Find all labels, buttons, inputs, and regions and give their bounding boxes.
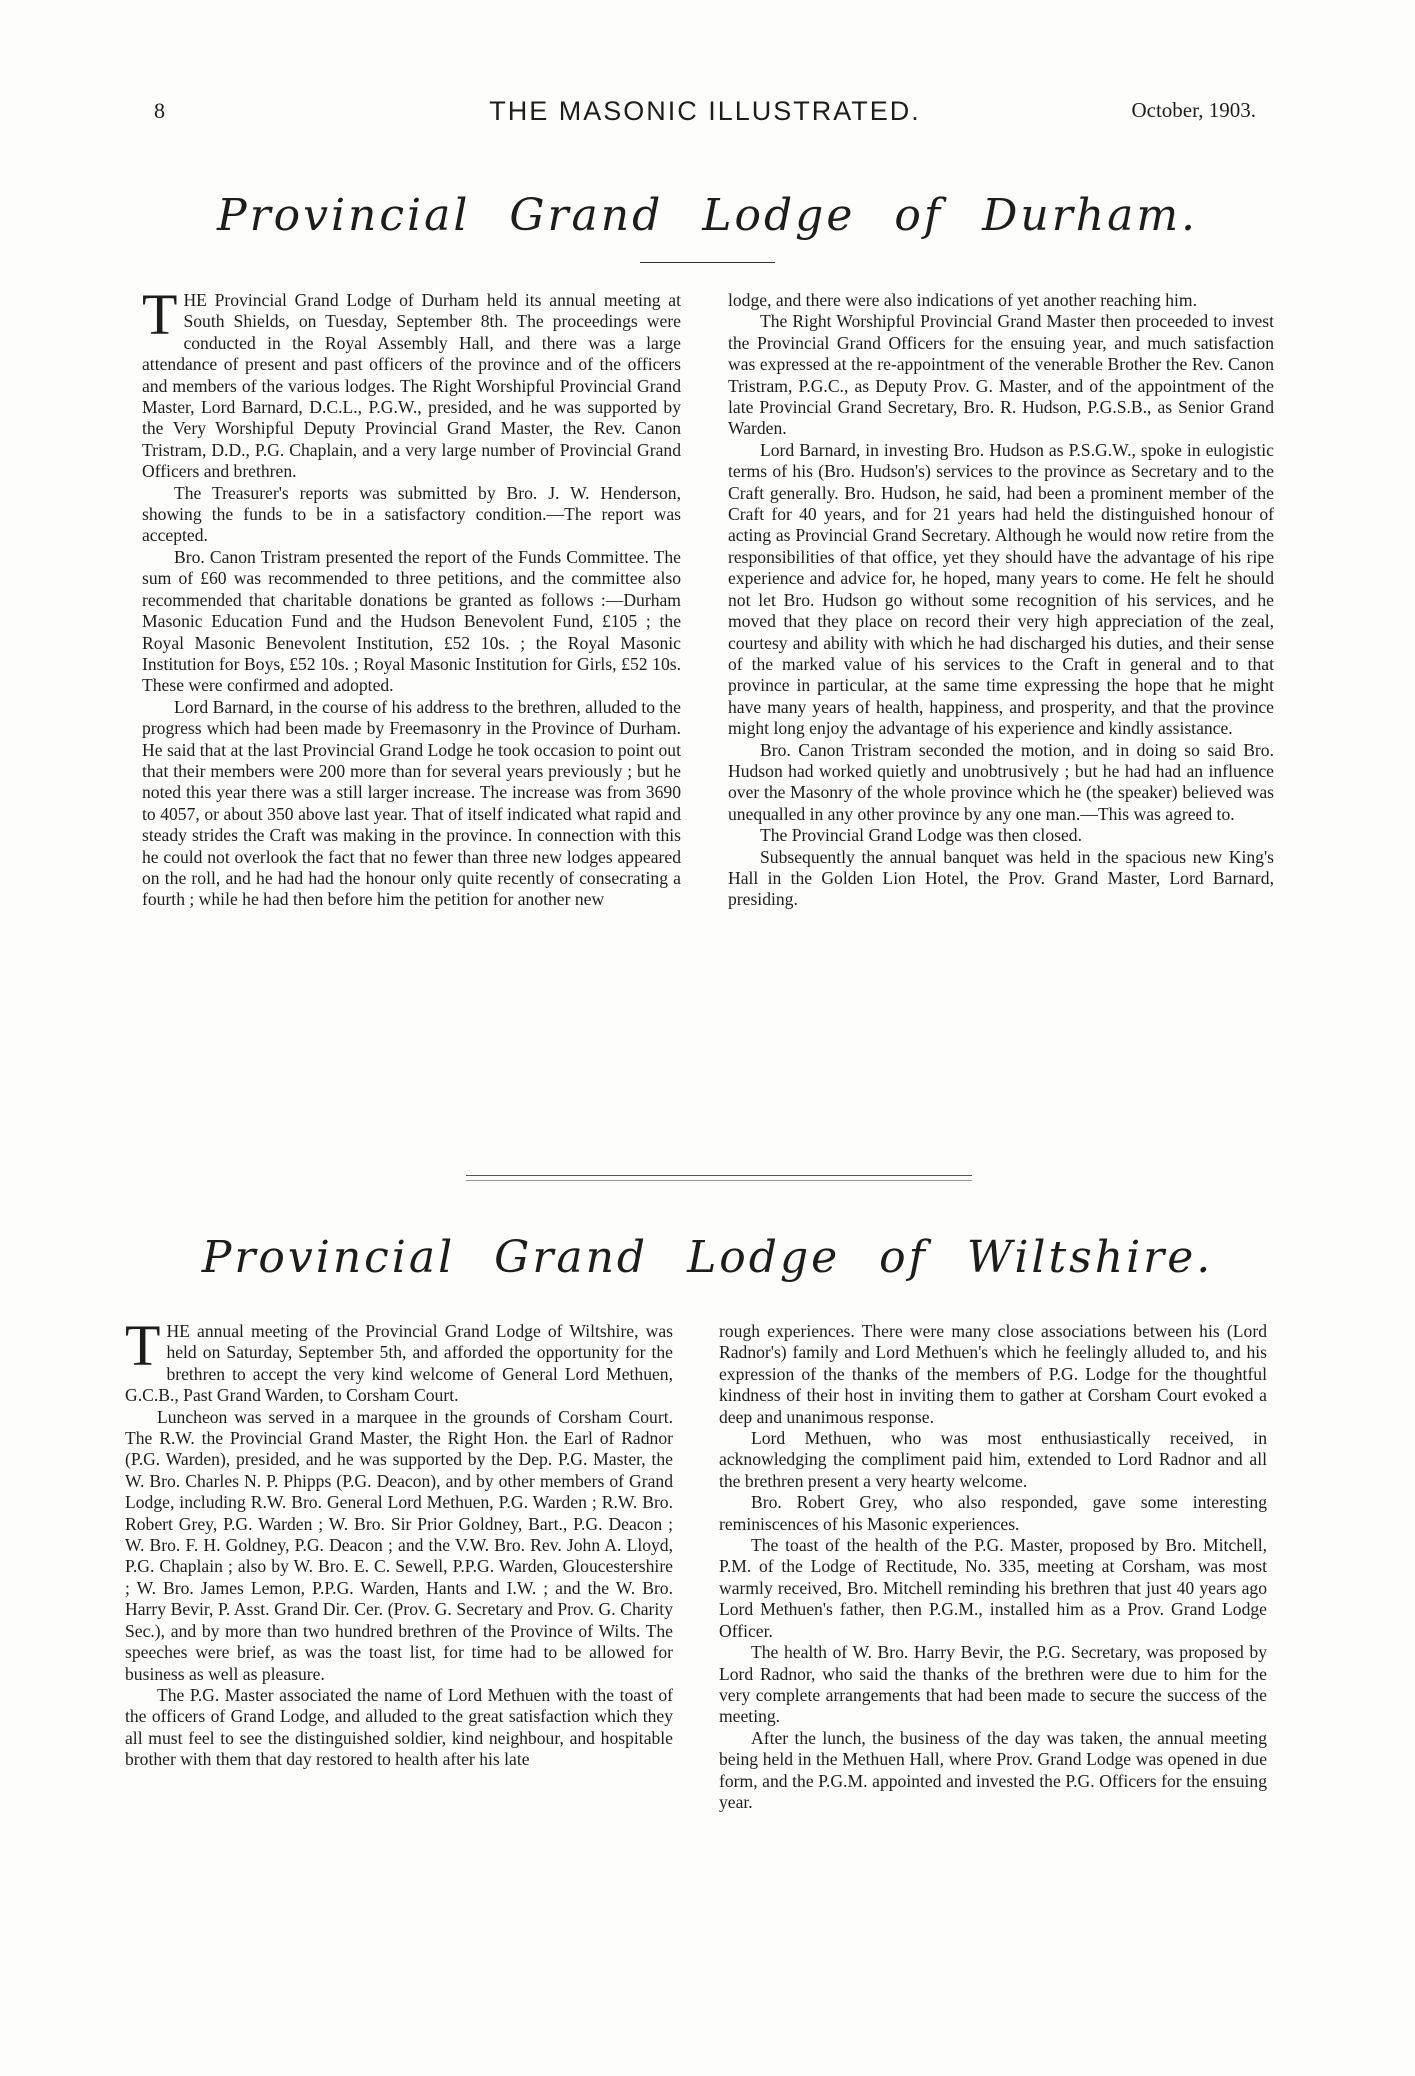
paragraph: The P.G. Master associated the name of Lord Methuen with the toast of the officers of Grand Lodge, and alluded to the great satisfaction which they all must feel to see the distinguished soldier, kind neighbour, and hospitable brother with them that day restored to health after his late [125, 1684, 673, 1770]
paragraph: THE annual meeting of the Provincial Grand Lodge of Wiltshire, was held on Saturday, September 5th, and afforded the opportunity for the brethren to accept the very kind welcome of General Lord Methuen, G.C.B., Past Grand Warden, to Corsham Court. [125, 1313, 673, 1406]
paragraph: The Provincial Grand Lodge was then closed. [760, 825, 1082, 846]
paragraph: The Right Worshipful Provincial Grand Master then proceeded to invest the Provincial Grand Officers for the ensuing year, and much satisfaction was expressed at the re-appointment of the venerable Brother the Rev. Canon Tristram, P.G.C., as Deputy Prov. G. Master, and of the appointment of the late Provincial Grand Secretary, Bro. R. Hudson, P.G.S.B., as Senior Grand Warden. [728, 311, 1274, 439]
paragraph: Bro. Robert Grey, who also responded, gave some interesting reminiscences of his Masonic experiences. [719, 1492, 1267, 1534]
section-divider [466, 1175, 972, 1181]
issue-date: October, 1903. [1131, 98, 1256, 122]
wiltshire-left-column [125, 1313, 673, 1771]
running-head [140, 92, 1270, 132]
paragraph: After the lunch, the business of the day was taken, the annual meeting being held in the Methuen Hall, where Prov. Grand Lodge was opened in due form, and the P.G.M. appointed and invested the P.G. Officers for the ensuing year. [719, 1727, 1267, 1812]
drop-cap: T [142, 282, 178, 347]
paragraph: Bro. Canon Tristram presented the report of the Funds Committee. The sum of £60 was recommended to three petitions, and the committee also recommended that charitable donations be granted as follows :—Durham Masonic Education Fund and the Hudson Benevolent Fund, £105 ; the Royal Masonic Benevolent Institution, £52 10s. ; the Royal Masonic Institution for Boys, £52 10s. ; Royal Masonic Institution for Girls, £52 10s. These were confirmed and adopted. [142, 546, 681, 696]
paragraph: The toast of the health of the P.G. Master, proposed by Bro. Mitchell, P.M. of the Lodge of Rectitude, No. 335, meeting at Corsham, was most warmly received, Bro. Mitchell reminding his brethren that just 40 years ago Lord Methuen's father, then P.G.M., installed him as a Prov. Grand Lodge Officer. [719, 1535, 1267, 1641]
paragraph: The Treasurer's reports was submitted by Bro. J. W. Henderson, showing the funds to be in a satisfactory condition.—The report was accepted. [142, 482, 681, 546]
paragraph: Bro. Canon Tristram seconded the motion, and in doing so said Bro. Hudson had worked quietly and unobtrusively ; but he had had an influence over the Masonry of the whole province which he (the speaker) believed was unequalled in any other province by any one man.—This was agreed to. [728, 739, 1274, 824]
paragraph: THE Provincial Grand Lodge of Durham held its annual meeting at South Shields, on Tuesday, September 8th. The proceedings were conducted in the Royal Assembly Hall, and there was a large attendance of present and past officers of the province and of the officers and members of the various lodges. The Right Worshipful Provincial Grand Master, Lord Barnard, D.C.L., P.G.W., presided, and he was supported by the Very Worshipful Deputy Provincial Grand Master, the Rev. Canon Tristram, D.D., P.G. Chaplain, and a very large number of Provincial Grand Officers and brethren. [142, 282, 681, 482]
article-title-wiltshire: Provincial Grand Lodge of Wiltshire. [201, 1232, 1214, 1283]
paragraph: Lord Methuen, who was most enthusiastically received, in acknowledging the compliment paid him, extended to Lord Radnor and all the brethren present a very hearty welcome. [719, 1428, 1267, 1491]
paragraph: Luncheon was served in a marquee in the grounds of Corsham Court. The R.W. the Provincial Grand Master, the Right Hon. the Earl of Radnor (P.G. Warden), presided, and he was supported by the Dep. P.G. Master, the W. Bro. Charles N. P. Phipps (P.G. Deacon), and by other members of Grand Lodge, including R.W. Bro. General Lord Methuen, P.G. Warden ; R.W. Bro. Robert Grey, P.G. Warden ; W. Bro. Sir Prior Goldney, Bart., P.G. Deacon ; W. Bro. F. H. Goldney, P.G. Deacon ; and the V.W. Bro. Rev. John A. Lloyd, P.G. Chaplain ; also by W. Bro. E. C. Sewell, P.P.G. Warden, Gloucestershire ; W. Bro. James Lemon, P.P.G. Warden, Hants and I.W. ; and the W. Bro. Harry Bevir, P. Asst. Grand Dir. Cer. (Prov. G. Secretary and Prov. G. Charity Sec.), and by more than two hundred brethren of the Province of Wilts. The speeches were brief, as was the toast list, for time had to be allowed for business as well as pleasure. [125, 1406, 673, 1684]
paragraph: The health of W. Bro. Harry Bevir, the P.G. Secretary, was proposed by Lord Radnor, who said the thanks of the brethren were due to him for the very complete arrangements that had been made to secure the success of the meeting. [719, 1642, 1267, 1727]
publication-title: THE MASONIC ILLUSTRATED. [489, 96, 921, 126]
durham-left-column [142, 282, 681, 911]
paragraph: Lord Barnard, in the course of his address to the brethren, alluded to the progress which had been made by Freemasonry in the Province of Durham. He said that at the last Provincial Grand Lodge he took occasion to point out that their members were 200 more than for several years previously ; but he noted this year there was a still larger increase. The increase was from 3690 to 4057, or about 350 above last year. That of itself indicated what rapid and steady strides the Craft was making in the province. In connection with this he could not overlook the fact that no fewer than three new lodges appeared on the roll, and he had had the honour only quite recently of consecrating a fourth ; while he had then before him the petition for another new [142, 696, 681, 910]
paragraph: Subsequently the annual banquet was held in the spacious new King's Hall in the Golden Lion Hotel, the Prov. Grand Master, Lord Barnard, presiding. [728, 846, 1274, 910]
paragraph: rough experiences. There were many close associations between his (Lord Radnor's) family and Lord Methuen's which he feelingly alluded to, and his expression of the thanks of the members of P.G. Lodge for the thoughtful kindness of their host in inviting them to gather at Corsham Court evoked a deep and unanimous response. [719, 1321, 1267, 1427]
article-title-durham: Provincial Grand Lodge of Durham. [216, 190, 1199, 241]
page-number: 8 [154, 98, 165, 123]
paragraph: Lord Barnard, in investing Bro. Hudson as P.S.G.W., spoke in eulogistic terms of his (Bro. Hudson's) services to the province as Secretary and to the Craft generally. Bro. Hudson, he said, had been a prominent member of the Craft for 40 years, and for 21 years had held the distinguished honour of acting as Provincial Grand Secretary. Although he would now retire from the responsibilities of that office, yet they should have the advantage of his ripe experience and advice for, he hoped, many years to come. He felt he should not let Bro. Hudson go without some recognition of his services, and he moved that they place on record their very high appreciation of the zeal, courtesy and ability with which he had discharged his duties, and their sense of the marked value of his services to the Craft in general and to that province in particular, at the same time expressing the hope that he might have many years of health, happiness, and prosperity, and that the province might long enjoy the advantage of his experience and kindly assistance. [728, 439, 1274, 739]
wiltshire-right-column [719, 1321, 1267, 1813]
paragraph: lodge, and there were also indications of yet another reaching him. [728, 290, 1198, 310]
drop-cap: T [125, 1313, 161, 1378]
durham-right-column [728, 290, 1274, 911]
title-rule [640, 262, 775, 263]
